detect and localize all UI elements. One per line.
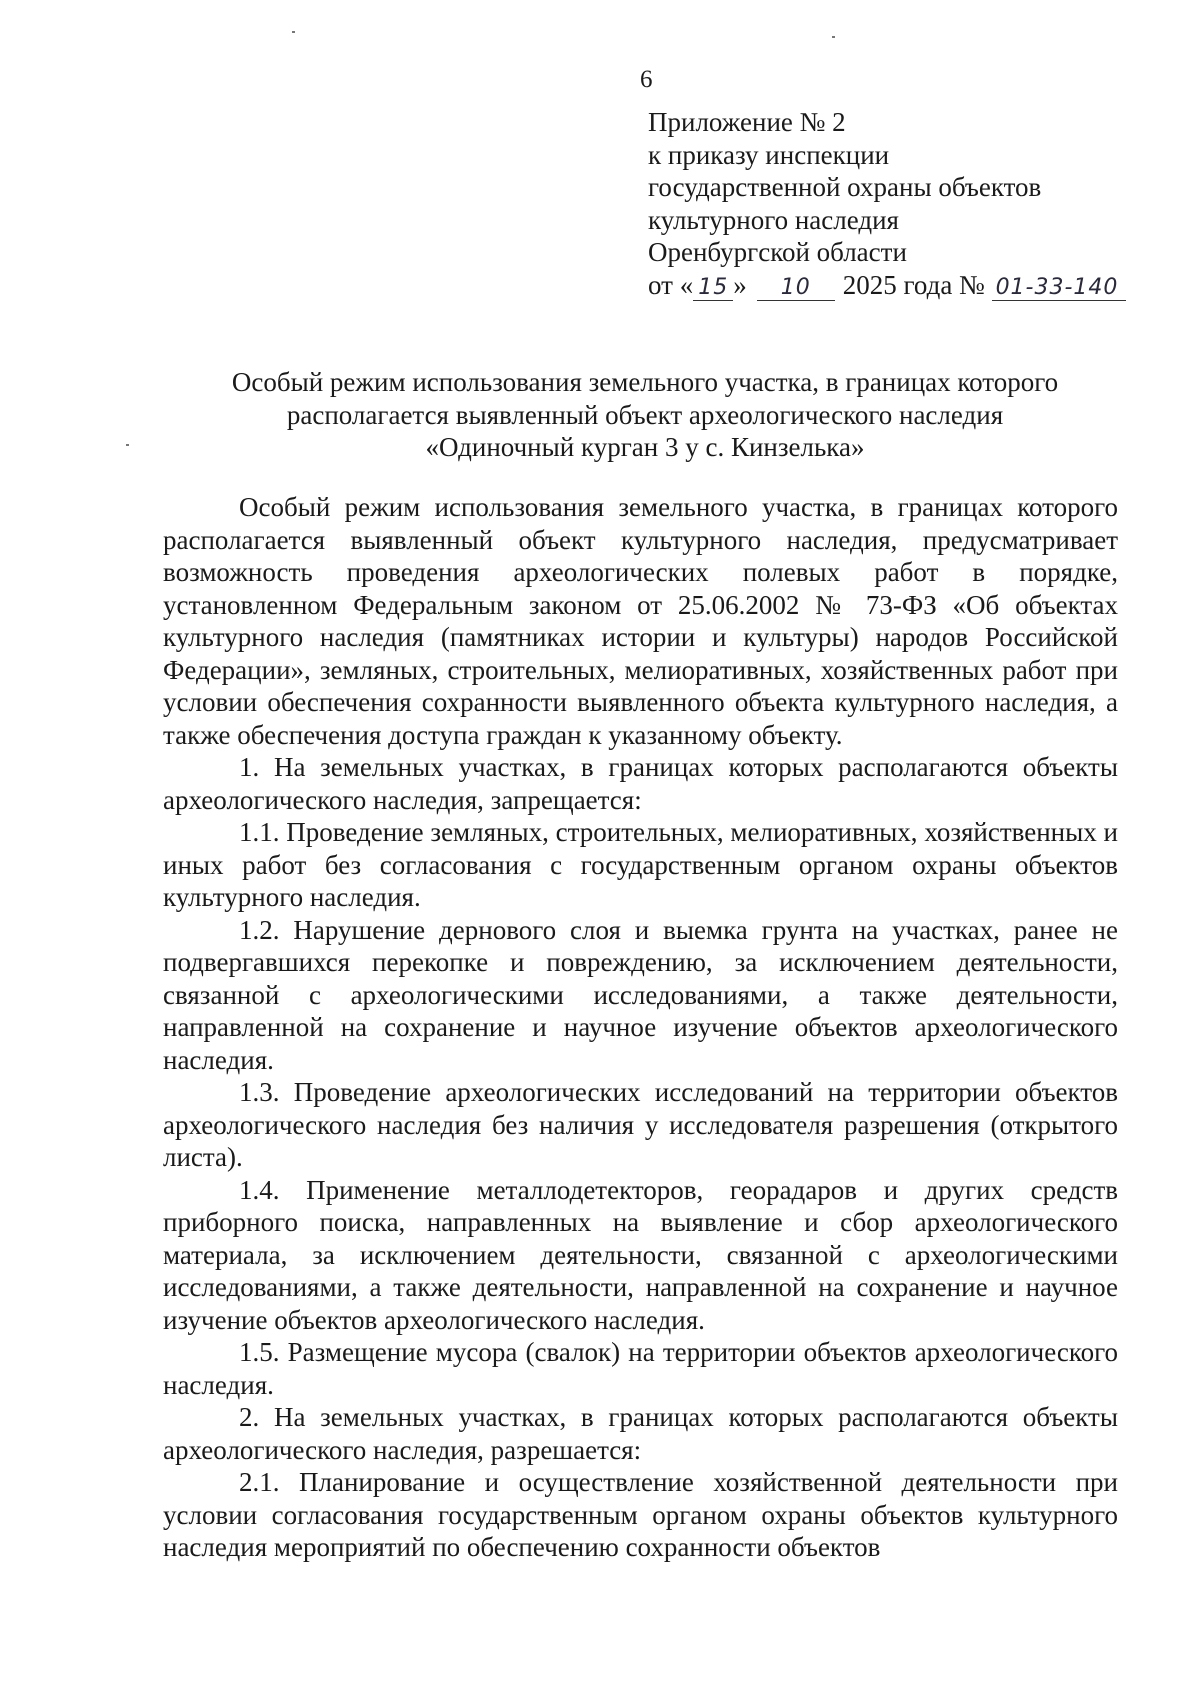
date-year: 2025 года № <box>842 269 985 300</box>
handwritten-month: 10 <box>757 276 835 301</box>
date-mid: » <box>733 269 747 300</box>
page-number: 6 <box>640 66 653 93</box>
paragraph-1-2: 1.2. Нарушение дернового слоя и выемка грунта на участках, ранее не подвергавшихся перекопке и повреждению, за исключением деятельности, связанной с археологическими исследованиями, а также деятельности, направленной на сохранение и научное изучение объектов археологического наследия. <box>163 914 1118 1075</box>
paragraph-2: 2. На земельных участках, в границах которых располагаются объекты археологического наследия, разрешается: <box>163 1402 1118 1465</box>
scan-speck <box>292 31 295 33</box>
document-body <box>163 491 1118 1564</box>
handwritten-day: 15 <box>693 276 733 301</box>
paragraph-1-4: 1.4. Применение металлодетекторов, георадаров и других средств приборного поиска, направленных на выявление и сбор археологического материала, за исключением деятельности, связанной с археологическими исследованиями, а также деятельности, направленной на сохранение и научное изучение объектов археологического наследия. <box>163 1174 1118 1335</box>
approval-appendix: Приложение № 2 <box>648 107 846 137</box>
approval-date-line <box>648 269 1126 302</box>
paragraph-1-3: 1.3. Проведение археологических исследований на территории объектов археологического наследия без наличия у исследователя разрешения (открытого листа). <box>163 1077 1118 1172</box>
paragraph-1-1: 1.1. Проведение земляных, строительных, мелиоративных, хозяйственных и иных работ без согласования с государственным органом охраны объектов культурного наследия. <box>163 817 1118 912</box>
approval-order-ref: к приказу инспекции <box>648 139 890 170</box>
scan-speck <box>832 36 835 38</box>
approval-region: Оренбургской области <box>648 237 907 267</box>
document-title <box>165 366 1125 464</box>
date-prefix: от « <box>648 269 694 300</box>
paragraph-1: 1. На земельных участках, в границах которых располагаются объекты археологического наследия, запрещается: <box>163 752 1118 815</box>
paragraph-1-5: 1.5. Размещение мусора (свалок) на территории объектов археологического наследия. <box>163 1337 1118 1400</box>
approval-agency-cont: культурного наследия <box>648 204 899 235</box>
title-line-1: Особый режим использования земельного участка, в границах которого <box>231 367 1059 397</box>
paragraph-2-1: 2.1. Планирование и осуществление хозяйственной деятельности при условии согласования государственным органом охраны объектов культурного наследия мероприятий по обеспечению сохранности объектов <box>163 1467 1118 1562</box>
paragraph-intro: Особый режим использования земельного участка, в границах которого располагается выявленный объект культурного наследия, предусматривает возможность проведения археологических полевых работ в порядке, установленном Федеральным законом от 25.06.2002 № 73-ФЗ «Об объектах культурного наследия (памятниках истории и культуры) народов Российской Федерации», земляных, строительных, мелиоративных, хозяйственных работ при условии обеспечения сохранности выявленного объекта культурного наследия, а также обеспечения доступа граждан к указанному объекту. <box>163 492 1118 750</box>
title-line-3: «Одиночный курган 3 у с. Кинзелька» <box>425 432 865 462</box>
handwritten-order-number: 01-33-140 <box>992 276 1126 301</box>
scan-speck <box>126 444 129 446</box>
approval-block <box>648 106 1126 301</box>
title-line-2: располагается выявленный объект археологического наследия <box>286 399 1004 430</box>
approval-agency: государственной охраны объектов <box>648 172 1042 202</box>
